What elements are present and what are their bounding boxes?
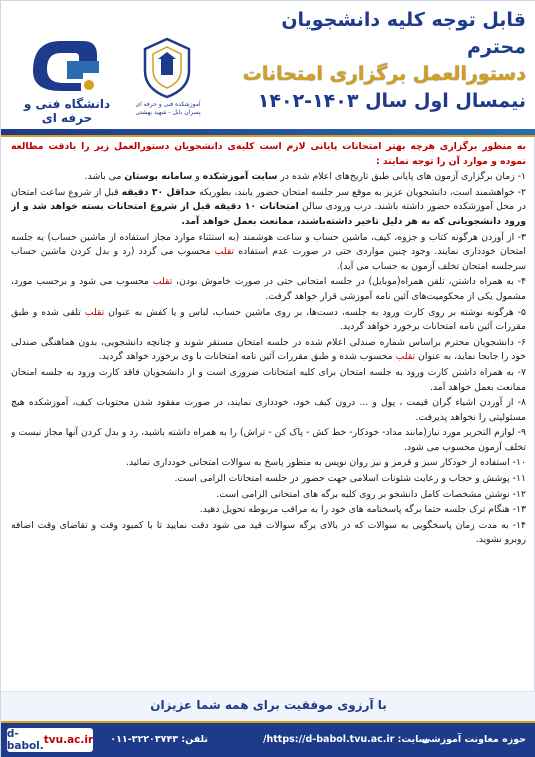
rule-4-cheating: تقلب xyxy=(152,276,173,288)
rule-3-text: ۳- از آوردن هرگونه کتاب و جزوه، کیف، ماشین حساب و ساعت هوشمند (به استثناء موارد مجاز استفاده از ماشین حساب) به جلسه امتحان خودداری نمایند. وجود چنین مواردی حتی در صورت عدم استفاده xyxy=(11,231,526,258)
university-logo-icon xyxy=(23,31,107,97)
rule-3-cheating: تقلب xyxy=(214,246,235,258)
college-emblem-icon xyxy=(141,37,193,99)
rule-2-warning: امتحانات ۱۰ دقیقه قبل از شروع امتحانات بسته خواهد شد و از ورود دانشجویانی که به هر دلیل تاخیر داشته‌باشند، ممانعت بعمل خواهد آمد. xyxy=(11,201,526,227)
intro-text: به منظور برگزاری هرچه بهتر امتحانات پایانی لازم است کلیه‌ی دانشجویان دستورالعمل زیر را بادقت مطالعه نموده و موارد آن را توجه نمایند : xyxy=(11,141,526,167)
rule-12: ۱۲- نوشتن مشخصات کامل دانشجو بر روی کلیه برگه های امتحانی الزامی است. xyxy=(216,488,526,500)
rule-4-text: ۴- به همراه داشتن، تلفن همراه(موبایل) در جلسه امتحانی حتی در صورت خاموش بودن، xyxy=(172,276,526,288)
footer-phone: تلفن: ۳۲۲۰۳۷۴۳-۰۱۱ xyxy=(110,734,208,745)
rule-14: ۱۴- به مدت زمان پاسخگویی به سوالات که در بالای برگه سوالات قید می شود دقت نمایید تا با کمبود وقت و تقاضای وقت اضافه روبرو نشوید. xyxy=(11,519,526,546)
rule-11: ۱۱- پوشش و حجاب و رعایت شئونات اسلامی جهت حضور در جلسه امتحانات الزامی است. xyxy=(174,473,526,485)
wish-text: با آرزوی موفقیت برای همه شما عزیزان xyxy=(150,698,387,712)
rule-1-portal: سامانه بوستان xyxy=(124,171,193,183)
site-badge[interactable] xyxy=(7,728,93,752)
university-name: دانشگاه فنی و حرفه ای xyxy=(23,97,111,125)
rule-2-minimum: حداقل ۳۰ دقیقه xyxy=(121,186,197,198)
rule-1 xyxy=(11,170,526,185)
rule-1-text: ۱- زمان برگزاری آزمون های پایانی طبق تاریخ‌های اعلام شده در xyxy=(277,171,526,183)
rule-1-end: می باشد. xyxy=(84,171,125,183)
site-badge-domain: d-babol. xyxy=(6,728,44,752)
header xyxy=(1,1,535,131)
rule-3 xyxy=(11,231,526,275)
emblem-caption: آموزشکده فنی و حرفه ای پسران بابل - شهید بهشتی xyxy=(135,101,201,116)
rules-body xyxy=(11,140,526,680)
rule-3-end: محسوب می گردد (رد و بدل کردن ماشین حساب سرجلسه امتحان تخلف آزمون به حساب می آید). xyxy=(11,246,526,272)
title-audience: قابل توجه کلیه دانشجویان محترم xyxy=(281,9,526,58)
rule-5-text: ۵- هرگونه نوشته بر روی کارت ورود به جلسه، دست‌ها، بر روی ماشین حساب، لباس و یا کفش به عنوان xyxy=(104,306,526,318)
site-badge-tld: tvu.ac.ir xyxy=(43,734,94,746)
rule-6-text: ۶- دانشجویان محترم براساس شماره صندلی اعلام شده در جلسه امتحان مستقر شوند و چنانچه دانشجویی، بدون هماهنگی صندلی خود را جابجا نماید، به عنوان xyxy=(11,336,526,363)
rule-2 xyxy=(11,186,526,230)
rule-6-cheating: تقلب xyxy=(395,351,416,363)
rule-6-end: محسوب شده و طبق مقررات آئین نامه امتحانات با وی برخورد خواهد گردید. xyxy=(98,351,396,363)
rule-13: ۱۳- هنگام ترک جلسه حتما برگه پاسخنامه های خود را به مراقب مربوطه تحویل دهید. xyxy=(199,504,526,516)
rule-2-text: ۲- خواهشمند است، دانشجویان عزیز به موقع سر جلسه امتحان حضور یابند، بطوریکه xyxy=(196,186,526,198)
rule-4 xyxy=(11,275,526,304)
rule-2-mid: قبل از شروع ساعت امتحان در محل آموزشکده حضور داشته باشند. درب ورودی سالن xyxy=(11,186,526,213)
rule-8: ۸- از آوردن اشیاء گران قیمت ، پول و ... درون کیف خود، خودداری نمایند، در صورت مفقود شدن محتویات کیف، آموزشکده هیچ مسئولیتی را نخواهد پذیرفت. xyxy=(11,397,526,423)
rule-1-join: و xyxy=(192,171,203,183)
rule-5 xyxy=(11,306,526,335)
rule-4-end: محسوب می شود و برحسب مورد، مشمول یکی از محکومیت‌های آئین نامه آموزشی قرار خواهد گرفت. xyxy=(11,276,526,302)
footer-department: حوزه معاونت آموزشی xyxy=(421,734,526,745)
rule-7: ۷- به همراه داشتن کارت ورود به جلسه امتحان برای کلیه امتحانات ضروری است و از دانشجویان فاقد کارت ورود به جلسه امتحان ممانعت بعمل خواهد آمد. xyxy=(11,366,526,393)
rule-9: ۹- لوازم التحریر مورد نیاز(مانند مداد- خودکار- خط کش - پاک کن - تراش) را به همراه داشته باشید، رد و بدل کردن آنها مجاز نیست و تخلف آزمون محسوب می شود. xyxy=(11,427,526,453)
title-block xyxy=(226,7,526,115)
header-divider-accent xyxy=(1,135,535,137)
rule-5-end: تلقی شده و طبق مقررات آئین نامه امتحانات برخورد خواهد گردید. xyxy=(11,306,526,333)
rule-1-site: سایت آموزشکده xyxy=(202,171,278,183)
title-main: دستورالعمل برگزاری امتحانات xyxy=(242,63,526,85)
rule-6 xyxy=(11,336,526,365)
footer-website-link[interactable]: سایت: https://d-babol.tvu.ac.ir/ xyxy=(262,734,428,745)
rule-10: ۱۰- استفاده از خودکار سبز و قرمز و نیز روان نویس به منظور پاسخ به سوالات امتحانی خودداری نمائید. xyxy=(126,457,526,469)
title-semester: نیمسال اول سال ۱۴۰۳-۱۴۰۲ xyxy=(257,90,526,112)
rule-5-cheating: تقلب xyxy=(84,306,105,318)
